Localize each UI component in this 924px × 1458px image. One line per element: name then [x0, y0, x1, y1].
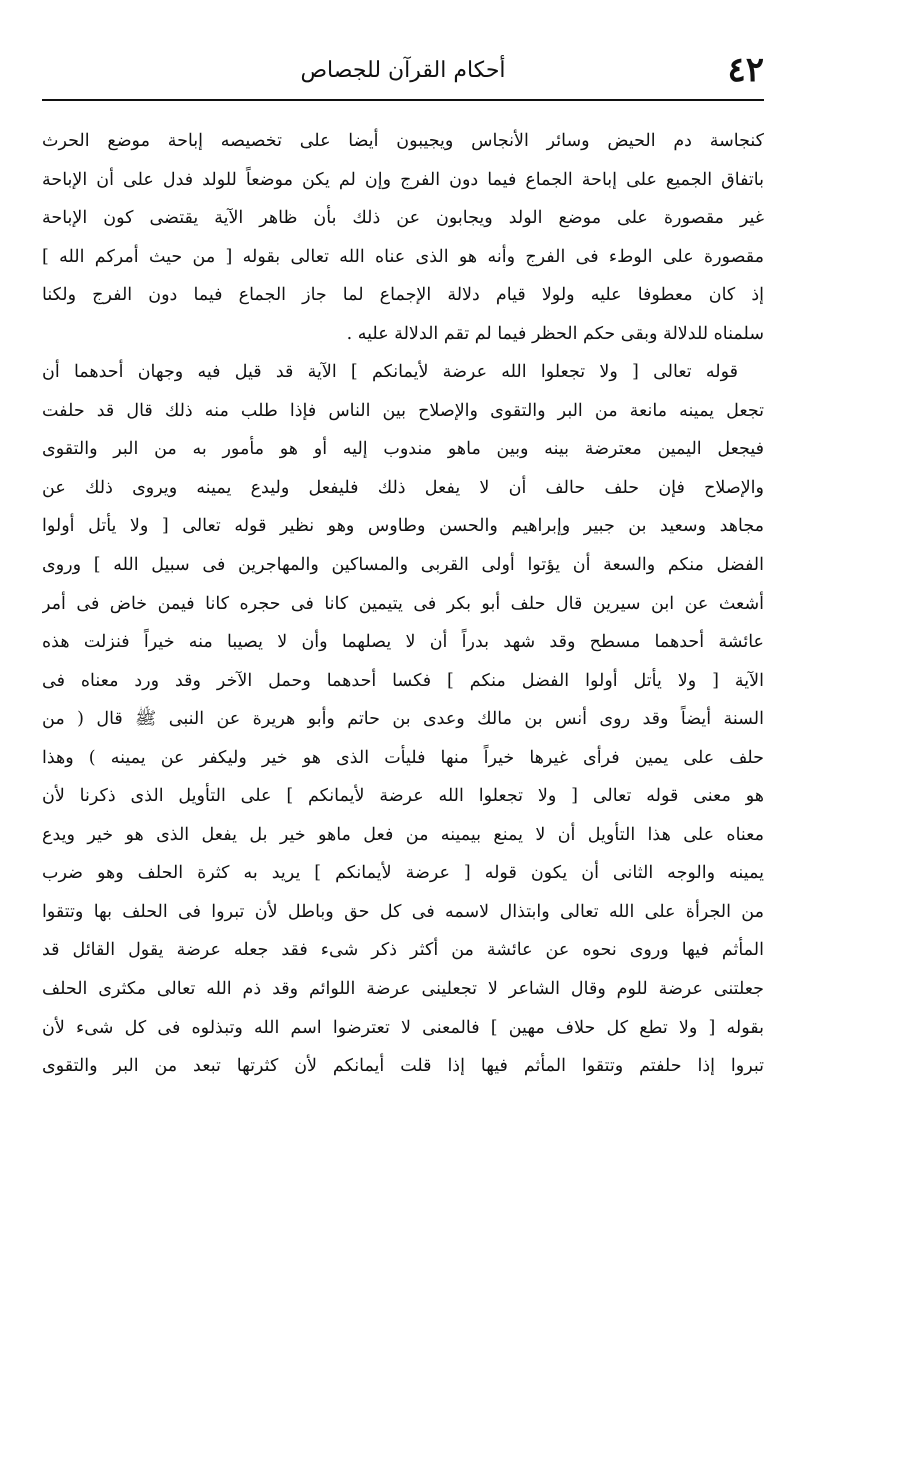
text-line: يمينه والوجه الثانى أن يكون قوله [ عرضة لأيمانكم ] يريد به كثرة الحلف وهو ضرب	[42, 863, 764, 884]
text-line: الآية [ ولا يأتل أولوا الفضل منكم ] فكسا أحدهما وحمل الآخر وقد ورد معناه فى	[42, 670, 764, 691]
header-rule	[42, 99, 764, 101]
text-line: تجعل يمينه مانعة من البر والتقوى والإصلاح بين الناس فإذا طلب منه ذلك قال قد حلفت	[42, 400, 764, 421]
text-line: غير مقصورة على موضع الولد ويجابون عن ذلك بأن ظاهر الآية يقتضى كون الإباحة	[42, 208, 764, 229]
text-line: جعلتنى عرضة للوم وقال الشاعر لا تجعلينى عرضة اللوائم وقد ذم الله تعالى مكثرى الحلف	[42, 979, 764, 1000]
text-line: هو معنى قوله تعالى [ ولا تجعلوا الله عرضة لأيمانكم ] على التأويل الذى ذكرنا لأن	[42, 786, 764, 807]
text-line: حلف على يمين فرأى غيرها خيراً منها فليأت الذى هو خير وليكفر عن يمينه ) وهذا	[42, 747, 764, 768]
text-line: المأثم فيها وروى نحوه عن عائشة من أكثر ذكر شىء فقد جعله عرضة يقول القائل قد	[42, 940, 764, 961]
text-line: معناه على هذا التأويل أن لا يمنع بيمينه من فعل ماهو خير بل يفعل الذى هو خير ويدع	[42, 824, 764, 845]
body-text	[42, 122, 764, 1086]
running-title: أحكام القرآن للجصاص	[300, 58, 506, 83]
paragraph	[42, 122, 764, 353]
text-line: فيجعل اليمين معترضة بينه وبين ماهو مندوب إليه أو هو مأمور به من البر والتقوى	[42, 439, 764, 460]
text-line: والإصلاح فإن حلف حالف أن لا يفعل ذلك فليفعل وليدع يمينه ويروى ذلك عن	[42, 477, 764, 498]
text-line: تبروا إذا حلفتم وتتقوا المأثم فيها إذا قلت أيمانكم لأن كثرتها تبعد من البر والتقوى	[42, 1056, 764, 1077]
text-line: مجاهد وسعيد بن جبير وإبراهيم والحسن وطاوس وهو نظير قوله تعالى [ ولا يأتل أولوا	[42, 516, 764, 537]
text-line: السنة أيضاً وقد روى أنس بن مالك وعدى بن حاتم وأبو هريرة عن النبى ﷺ قال ( من	[42, 709, 764, 730]
text-line: مقصورة على الوطء فى الفرج وأنه هو الذى عناه الله تعالى بقوله [ من حيث أمركم الله ]	[42, 246, 764, 267]
text-line: عائشة أحدهما مسطح وقد شهد بدراً أن لا يصلهما وأن لا يصيبا منه خيراً فنزلت هذه	[42, 632, 764, 653]
page-number: ٤٢	[727, 50, 764, 90]
paragraph	[42, 353, 764, 1085]
page-header	[42, 48, 764, 96]
text-line: إذ كان معطوفا عليه ولولا قيام دلالة الإجماع لما جاز الجماع فيما دون الفرج ولكنا	[42, 285, 764, 306]
text-line: باتفاق الجميع على إباحة الجماع فيما دون الفرج وإن لم يكن موضعاً للولد فدل على أن الإباحة	[42, 169, 764, 190]
text-line: قوله تعالى [ ولا تجعلوا الله عرضة لأيمانكم ] الآية قد قيل فيه وجهان أحدهما أن	[42, 362, 738, 383]
text-line: كنجاسة دم الحيض وسائر الأنجاس ويجيبون أيضا على تخصيصه إباحة موضع الحرث	[42, 131, 764, 151]
text-line: سلمناه للدلالة وبقى حكم الحظر فيما لم تقم الدلالة عليه .	[346, 323, 764, 344]
text-line: أشعث عن ابن سيرين قال حلف أبو بكر فى يتيمين كانا فى حجره كانا فيمن خاض فى أمر	[42, 593, 764, 614]
text-line: بقوله [ ولا تطع كل حلاف مهين ] فالمعنى لا تعترضوا اسم الله وتبذلوه فى كل شىء لأن	[42, 1017, 764, 1038]
text-line: الفضل منكم والسعة أن يؤتوا أولى القربى والمساكين والمهاجرين فى سبيل الله ] وروى	[42, 555, 764, 576]
text-line: من الجرأة على الله تعالى وابتذال لاسمه فى كل حق وباطل لأن تبروا فى الحلف بها وتتقوا	[42, 901, 764, 922]
